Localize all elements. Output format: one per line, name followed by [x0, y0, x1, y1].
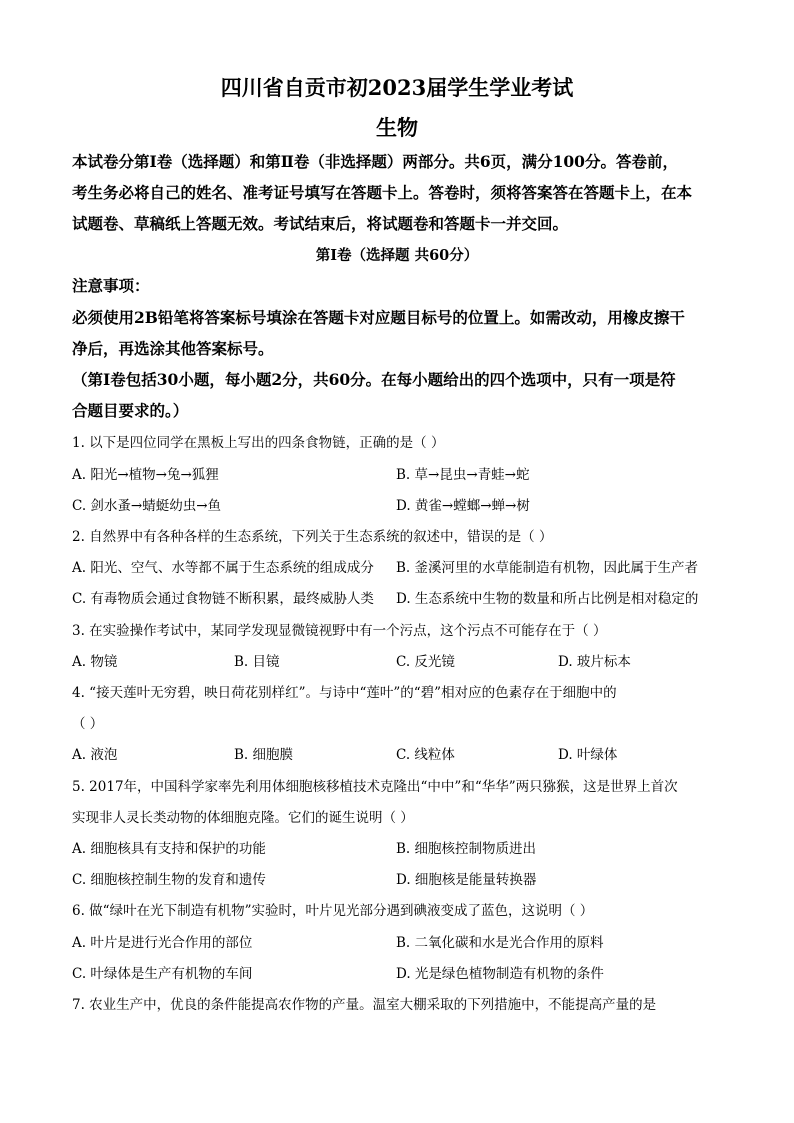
question-1-option-d: D. 黄雀→螳螂→蝉→树: [396, 498, 530, 514]
question-2-option-b: B. 釜溪河里的水草能制造有机物，因此属于生产者: [396, 560, 699, 576]
question-1-stem: 1. 以下是四位同学在黑板上写出的四条食物链，正确的是（ ）: [72, 435, 445, 451]
question-6-option-d: D. 光是绿色植物制造有机物的条件: [396, 966, 604, 982]
question-6-stem: 6. 做“绿叶在光下制造有机物”实验时，叶片见光部分遇到碘液变成了蓝色，这说明（ ）: [72, 903, 594, 919]
notes-line-2: 净后，再选涂其他答案标号。: [72, 339, 274, 358]
question-6-option-c: C. 叶绿体是生产有机物的车间: [72, 966, 253, 982]
question-1-option-c: C. 剑水蚤→蜻蜓幼虫→鱼: [72, 498, 222, 514]
notes-line-4: 合题目要求的。）: [72, 401, 189, 420]
notes-line-3: （第Ⅰ卷包括30小题，每小题2分，共60分。在每小题给出的四个选项中，只有一项是符: [72, 370, 676, 389]
question-7-stem: 7. 农业生产中，优良的条件能提高农作物的产量。温室大棚采取的下列措施中，不能提高产量的是: [72, 997, 657, 1013]
intro-line-3: 试题卷、草稿纸上答题无效。考试结束后，将试题卷和答题卡一并交回。: [72, 214, 569, 233]
question-5-option-b: B. 细胞核控制物质进出: [396, 841, 537, 857]
question-1-option-a: A. 阳光→植物→兔→狐狸: [72, 467, 219, 483]
question-1-option-b: B. 草→昆虫→青蛙→蛇: [396, 467, 530, 483]
intro-line-2: 考生务必将自己的姓名、准考证号填写在答题卡上。答卷时，须将答案答在答题卡上，在本: [72, 183, 693, 202]
intro-line-1: 本试卷分第Ⅰ卷（选择题）和第Ⅱ卷（非选择题）两部分。共6页，满分100分。答卷前，: [72, 152, 678, 171]
question-5-option-a: A. 细胞核具有支持和保护的功能: [72, 841, 266, 857]
question-3-option-c: C. 反光镜: [396, 654, 455, 670]
question-5-option-d: D. 细胞核是能量转换器: [396, 872, 537, 888]
page-title: 四川省自贡市初2023届学生学业考试: [220, 75, 574, 100]
question-4-stem-cont: （ ）: [72, 716, 104, 732]
question-2-option-d: D. 生态系统中生物的数量和所占比例是相对稳定的: [396, 591, 699, 607]
question-4-stem: 4. “接天莲叶无穷碧，映日荷花别样红”。与诗中“莲叶”的“碧”相对应的色素存在于细胞中的: [72, 685, 617, 701]
question-3-stem: 3. 在实验操作考试中，某同学发现显微镜视野中有一个污点，这个污点不可能存在于（ ）: [72, 623, 607, 639]
question-2-option-c: C. 有毒物质会通过食物链不断积累，最终威胁人类: [72, 591, 374, 607]
question-2-stem: 2. 自然界中有各种各样的生态系统，下列关于生态系统的叙述中，错误的是（ ）: [72, 529, 553, 545]
question-2-option-a: A. 阳光、空气、水等都不属于生态系统的组成成分: [72, 560, 374, 576]
question-6-option-a: A. 叶片是进行光合作用的部位: [72, 935, 253, 951]
section-title: 第Ⅰ卷（选择题 共60分）: [315, 247, 479, 264]
question-5-stem: 5. 2017年，中国科学家率先利用体细胞核移植技术克隆出“中中”和“华华”两只猕猴，这是世界上首次: [72, 779, 678, 795]
question-6-option-b: B. 二氧化碳和水是光合作用的原料: [396, 935, 604, 951]
question-3-option-a: A. 物镜: [72, 654, 118, 670]
question-4-option-d: D. 叶绿体: [558, 747, 618, 763]
question-4-option-c: C. 线粒体: [396, 747, 455, 763]
question-4-option-a: A. 液泡: [72, 747, 118, 763]
question-4-option-b: B. 细胞膜: [234, 747, 294, 763]
question-5-stem-cont: 实现非人灵长类动物的体细胞克隆。它们的诞生说明（ ）: [72, 810, 414, 826]
notes-line-1: 必须使用2B铅笔将答案标号填涂在答题卡对应题目标号的位置上。如需改动，用橡皮擦干: [72, 308, 685, 327]
subject-title: 生物: [376, 115, 418, 140]
question-5-option-c: C. 细胞核控制生物的发育和遗传: [72, 872, 266, 888]
notes-title: 注意事项：: [72, 276, 150, 295]
question-3-option-d: D. 玻片标本: [558, 654, 631, 670]
question-3-option-b: B. 目镜: [234, 654, 280, 670]
